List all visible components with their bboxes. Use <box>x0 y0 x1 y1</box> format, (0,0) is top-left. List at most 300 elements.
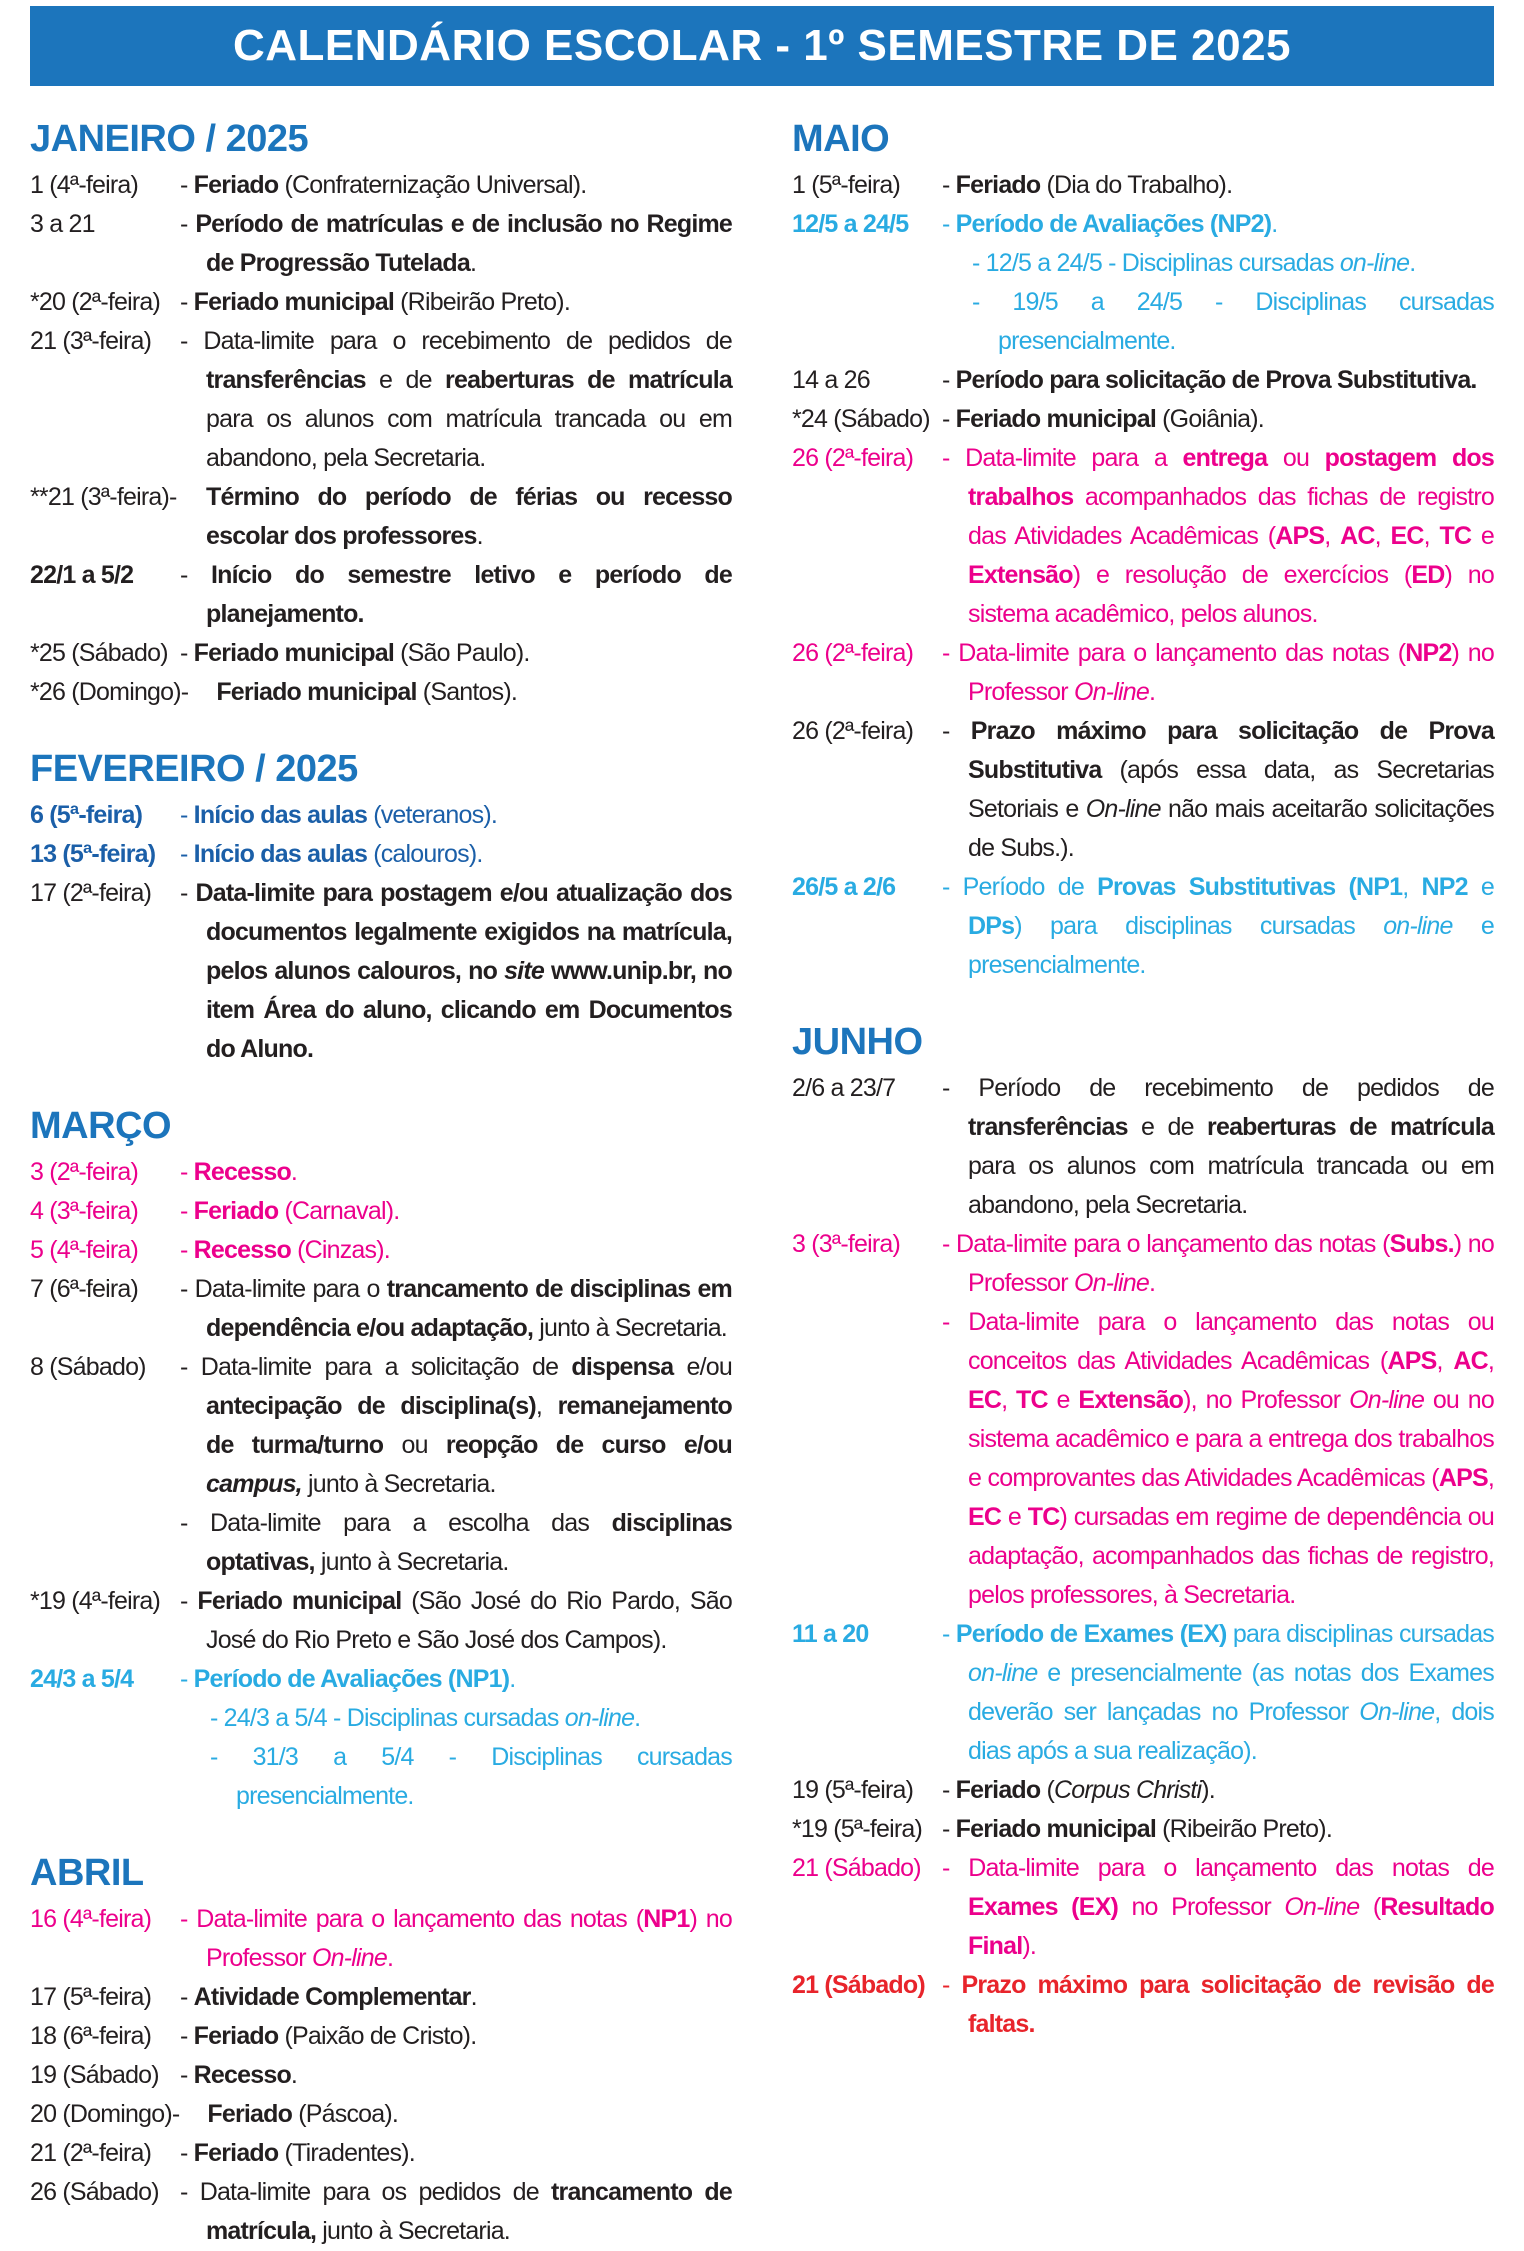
text-segment: On-line <box>1359 1698 1435 1726</box>
text-segment: (Goiânia). <box>1156 405 1264 433</box>
calendar-entry <box>30 874 732 1069</box>
text-segment: ). <box>1022 1932 1037 1960</box>
text-segment: EC <box>1390 522 1424 550</box>
text-segment: . <box>386 1944 394 1972</box>
calendar-entry <box>30 205 732 283</box>
text-segment: - <box>180 1983 194 2011</box>
text-segment: - Data-limite para os pedidos de <box>180 2178 551 2206</box>
entry-description <box>180 2134 732 2173</box>
entry-description <box>942 205 1494 244</box>
entry-date: 13 (5ª-feira) <box>30 840 156 868</box>
text-segment: - Data-limite para a <box>942 444 1183 472</box>
calendar-entry <box>792 1966 1494 2044</box>
text-segment: On-line <box>1284 1893 1360 1921</box>
text-segment: para disciplinas cursadas <box>1226 1620 1495 1648</box>
text-segment: ou <box>1267 444 1325 472</box>
entry-description <box>942 1810 1494 1849</box>
text-segment: On-line <box>1349 1386 1425 1414</box>
calendar-entry <box>792 1069 1494 1225</box>
text-segment: postagem dos trabalhos <box>968 444 1494 511</box>
text-segment: no Professor <box>1117 1893 1285 1921</box>
entry-date: 21 (3ª-feira) <box>30 327 152 355</box>
entry-description <box>180 1900 732 1978</box>
entry-description <box>942 868 1494 985</box>
text-segment: ( <box>1359 1893 1381 1921</box>
entry-date: *19 (4ª-feira) <box>30 1587 161 1615</box>
text-segment: - <box>942 1815 956 1843</box>
entry-date: 16 (4ª-feira) <box>30 1905 152 1933</box>
text-segment: - Data-limite para o lançamento das notas ( <box>942 639 1406 667</box>
entry-description <box>942 244 1494 283</box>
text-segment: Extensão <box>968 561 1073 589</box>
entry-description <box>942 1966 1494 2044</box>
calendar-entry <box>30 1738 732 1816</box>
calendar-entry <box>30 796 732 835</box>
entry-date: 14 a 26 <box>792 366 870 394</box>
entry-date: 22/1 a 5/2 <box>30 561 134 589</box>
text-segment: , <box>1402 873 1422 901</box>
calendar-entry <box>30 478 732 556</box>
entry-date: *25 (Sábado) <box>30 639 168 667</box>
text-segment: Período de Exames (EX) <box>955 1620 1227 1648</box>
entry-date: 26 (2ª-feira) <box>792 639 914 667</box>
text-segment: - <box>180 210 196 238</box>
text-segment: e <box>1471 522 1494 550</box>
text-segment: - Data-limite para o lançamento das notas ou conceitos das Atividades Acadêmicas ( <box>942 1308 1494 1375</box>
entry-description <box>942 1615 1494 1771</box>
text-segment: Início das aulas <box>193 840 368 868</box>
entry-description <box>180 1582 732 1660</box>
text-segment: , <box>1001 1386 1017 1414</box>
calendar-entry <box>30 1153 732 1192</box>
entry-date: 26 (2ª-feira) <box>792 444 914 472</box>
entry-description <box>942 1771 1494 1810</box>
text-segment: acompanhados das fichas de registro das Atividades Acadêmicas ( <box>968 483 1494 550</box>
text-segment: e presencialmente. <box>968 912 1494 979</box>
entry-description <box>180 796 732 835</box>
text-segment: - <box>180 1665 194 1693</box>
text-segment: - <box>942 1776 956 1804</box>
text-segment: APS <box>1387 1347 1437 1375</box>
text-segment: NP1 <box>643 1905 690 1933</box>
text-segment: - <box>180 639 194 667</box>
month-section-junho <box>792 1019 1494 2044</box>
entry-date: 7 (6ª-feira) <box>30 1275 139 1303</box>
text-segment: Extensão <box>1078 1386 1184 1414</box>
calendar-entry <box>792 1615 1494 1771</box>
text-segment: site <box>504 957 544 985</box>
text-segment: Feriado <box>207 2100 293 2128</box>
text-segment: . <box>469 249 477 277</box>
month-section-mar-o <box>30 1103 732 1816</box>
entry-description <box>180 1738 732 1816</box>
text-segment: (São José do Rio Pardo, São José do Rio Preto e São José dos Campos). <box>206 1587 732 1654</box>
month-name: ABRIL <box>30 1852 144 1894</box>
text-segment: ( <box>1040 1776 1055 1804</box>
calendar-entry <box>30 1192 732 1231</box>
entry-description <box>942 1225 1494 1303</box>
text-segment: (Carnaval). <box>278 1197 400 1225</box>
entry-description <box>180 283 732 322</box>
text-segment: Feriado <box>193 171 279 199</box>
text-segment: - <box>942 717 971 745</box>
text-segment: ED <box>1411 561 1445 589</box>
text-segment: (veteranos). <box>367 801 497 829</box>
title-banner <box>30 6 1494 86</box>
text-segment: ) para disciplinas cursadas <box>1014 912 1384 940</box>
text-segment: Resultado Final <box>968 1893 1494 1960</box>
text-segment: (Páscoa). <box>292 2100 399 2128</box>
entry-date: 3 (3ª-feira) <box>792 1230 901 1258</box>
text-segment: - Data-limite para o lançamento das notas ( <box>942 1230 1390 1258</box>
text-segment: , <box>1436 1347 1454 1375</box>
calendar-entry <box>792 868 1494 985</box>
text-segment: e de <box>1127 1113 1208 1141</box>
text-segment: www.unip.br, no item Área do aluno, clicando em Documentos do Aluno. <box>206 957 732 1063</box>
calendar-entry <box>30 1504 732 1582</box>
calendar-entry <box>30 1231 732 1270</box>
text-segment: - Data-limite para o <box>180 1275 387 1303</box>
calendar-entry <box>792 1225 1494 1303</box>
text-segment: - <box>942 1971 962 1999</box>
text-segment: e de <box>365 366 446 394</box>
text-segment: e <box>1001 1503 1028 1531</box>
text-segment: Atividade Complementar <box>193 1983 471 2011</box>
text-segment: - <box>180 801 194 829</box>
entry-description <box>180 634 732 673</box>
page-title: CALENDÁRIO ESCOLAR - 1º SEMESTRE DE 2025 <box>232 21 1292 70</box>
entry-date: 2/6 a 23/7 <box>792 1074 896 1102</box>
entry-date: 26 (2ª-feira) <box>792 717 914 745</box>
text-segment: junto à Secretaria. <box>533 1314 727 1342</box>
entry-description <box>180 835 732 874</box>
entry-date: 3 (2ª-feira) <box>30 1158 139 1186</box>
text-segment: Feriado <box>193 1197 279 1225</box>
text-segment: não mais aceitarão solicitações de Subs.). <box>968 795 1495 862</box>
entry-description <box>180 205 732 283</box>
text-segment: - Data-limite para a solicitação de <box>180 1353 572 1381</box>
calendar-entry <box>30 1348 732 1504</box>
text-segment: - <box>942 1620 956 1648</box>
text-segment: Prazo máximo para solicitação de Prova Substitutiva <box>968 717 1494 784</box>
text-segment: TC <box>1016 1386 1048 1414</box>
text-segment: dispensa <box>571 1353 674 1381</box>
text-segment: - <box>180 171 194 199</box>
text-segment: antecipação de disciplina(s) <box>206 1392 536 1420</box>
entry-date: 11 a 20 <box>792 1620 869 1648</box>
text-segment: ) cursadas em regime de dependência ou adaptação, acompanhados das fichas de registro, pelos professores, à Secretaria. <box>968 1503 1494 1609</box>
text-segment: (Ribeirão Preto). <box>1156 1815 1332 1843</box>
text-segment: on-line <box>564 1704 635 1732</box>
entry-description <box>180 1660 732 1699</box>
text-segment: campus, <box>206 1470 302 1498</box>
calendar-entry <box>30 2095 732 2134</box>
entry-description <box>180 1348 732 1504</box>
entry-description <box>180 322 732 478</box>
text-segment: junto à Secretaria. <box>316 2217 510 2245</box>
calendar-entry <box>30 2173 732 2251</box>
entry-date: 5 (4ª-feira) <box>30 1236 139 1264</box>
text-segment: Corpus Christi <box>1054 1776 1202 1804</box>
text-segment: reopção de curso e/ou <box>445 1431 733 1459</box>
text-segment: - <box>180 840 194 868</box>
text-segment: - <box>942 366 956 394</box>
entry-description <box>942 634 1494 712</box>
text-segment: . <box>290 2061 298 2089</box>
entry-description <box>180 1153 732 1192</box>
text-segment: reaberturas de matrícula <box>445 366 732 394</box>
text-segment: - 19/5 a 24/5 - Disciplinas cursadas presencialmente. <box>972 288 1494 355</box>
text-segment: - Período de <box>942 873 1098 901</box>
calendar-entry <box>792 439 1494 634</box>
text-segment: Período para solicitação de Prova Substitutiva. <box>955 366 1477 394</box>
text-segment: e/ou <box>673 1353 732 1381</box>
text-segment: NP2 <box>1421 873 1468 901</box>
text-segment: (Ribeirão Preto). <box>394 288 570 316</box>
text-segment: . <box>509 1665 516 1693</box>
calendar-entry <box>792 361 1494 400</box>
entry-description <box>942 712 1494 868</box>
entry-description <box>942 166 1494 205</box>
month-section-maio <box>792 116 1494 985</box>
text-segment: e <box>1467 873 1494 901</box>
text-segment: - <box>180 2139 194 2167</box>
text-segment: trancamento de disciplinas em dependência e/ou adaptação, <box>206 1275 732 1342</box>
month-section-fevereiro-2025 <box>30 746 732 1069</box>
entry-description <box>180 2173 732 2251</box>
entry-description <box>180 1699 732 1738</box>
calendar-entry <box>792 1303 1494 1615</box>
entry-description <box>942 361 1494 400</box>
text-segment: TC <box>1439 522 1472 550</box>
text-segment: - 31/3 a 5/4 - Disciplinas cursadas presencialmente. <box>210 1743 732 1810</box>
text-segment: - <box>180 2022 194 2050</box>
text-segment: ou no sistema acadêmico e para a entrega dos trabalhos e comprovantes das Atividades Acadêmicas ( <box>968 1386 1494 1492</box>
month-name: MARÇO <box>30 1105 172 1147</box>
text-segment: ). <box>1201 1776 1215 1804</box>
text-segment: - Data-limite para a escolha das <box>180 1509 612 1537</box>
text-segment: - Período de recebimento de pedidos de <box>942 1074 1494 1102</box>
text-segment: NP2 <box>1405 639 1452 667</box>
text-segment: ) no sistema acadêmico, pelos alunos. <box>968 561 1494 628</box>
text-segment: Feriado <box>955 1776 1041 1804</box>
entry-description <box>942 400 1494 439</box>
text-segment: Período de Avaliações (NP1) <box>193 1665 510 1693</box>
text-segment: Período de matrículas e de inclusão no Regime de Progressão Tutelada <box>195 210 732 277</box>
text-segment: (Paixão de Cristo). <box>278 2022 477 2050</box>
entry-description <box>180 1978 732 2017</box>
calendar-entry <box>792 166 1494 205</box>
calendar-entry <box>30 1699 732 1738</box>
text-segment: AC <box>1453 1347 1488 1375</box>
entry-description <box>942 1069 1494 1225</box>
text-segment: Feriado <box>955 171 1041 199</box>
text-segment: DPs <box>968 912 1015 940</box>
text-segment: disciplinas optativas, <box>206 1509 732 1576</box>
text-segment: - <box>180 1236 194 1264</box>
text-segment: (Santos). <box>416 678 518 706</box>
text-segment: Feriado municipal <box>955 1815 1157 1843</box>
text-segment: Início do semestre letivo e período de planejamento. <box>206 561 732 628</box>
calendar-entry <box>792 244 1494 283</box>
calendar-entry <box>792 1771 1494 1810</box>
entry-date: 4 (3ª-feira) <box>30 1197 139 1225</box>
text-segment: - Data-limite para o lançamento das notas de <box>942 1854 1494 1882</box>
text-segment: Feriado <box>193 2022 279 2050</box>
entry-date: 3 a 21 <box>30 210 95 238</box>
calendar-entry <box>30 283 732 322</box>
text-segment: On-line <box>1073 678 1149 706</box>
text-segment: . <box>1271 210 1278 238</box>
text-segment: , <box>1324 522 1341 550</box>
entry-date: 17 (2ª-feira) <box>30 879 152 907</box>
text-segment: APS <box>1275 522 1325 550</box>
calendar-entry <box>30 673 732 712</box>
month-name: JANEIRO / 2025 <box>30 118 309 160</box>
text-segment: On-line <box>311 1944 387 1972</box>
text-segment: Recesso <box>193 1236 291 1264</box>
text-segment: TC <box>1027 1503 1060 1531</box>
text-segment: On-line <box>1085 795 1161 823</box>
entry-description <box>190 673 732 712</box>
calendar-entry <box>792 712 1494 868</box>
entry-description <box>180 1231 732 1270</box>
entry-description <box>180 1192 732 1231</box>
calendar-entry <box>792 205 1494 244</box>
text-segment: On-line <box>1073 1269 1149 1297</box>
entry-date: 18 (6ª-feira) <box>30 2022 152 2050</box>
text-segment: Data-limite para postagem e/ou atualização dos documentos legalmente exigidos na matrícula, pelos alunos calouros, no <box>195 879 733 985</box>
text-segment: ou <box>383 1431 446 1459</box>
entry-description <box>180 874 732 1069</box>
entry-date: 26 (Sábado) <box>30 2178 159 2206</box>
text-segment: , <box>1487 1347 1494 1375</box>
text-segment: Exames (EX) <box>968 1893 1118 1921</box>
text-segment: transferências <box>968 1113 1128 1141</box>
text-segment: - <box>180 1158 194 1186</box>
text-segment: (calouros). <box>367 840 483 868</box>
calendar-entry <box>30 166 732 205</box>
left-column <box>30 106 732 2251</box>
entry-description <box>942 1849 1494 1966</box>
entry-description <box>180 166 732 205</box>
entry-date: **21 (3ª-feira)- <box>30 483 177 511</box>
text-segment: AC <box>1340 522 1375 550</box>
entry-description <box>180 2056 732 2095</box>
text-segment: . <box>1148 1269 1156 1297</box>
entry-date: 6 (5ª-feira) <box>30 801 143 829</box>
text-segment: Feriado municipal <box>193 288 395 316</box>
calendar-entry <box>30 2056 732 2095</box>
entry-description <box>180 1270 732 1348</box>
text-segment: e presencialmente (as notas dos Exames deverão ser lançadas no Professor <box>968 1659 1494 1726</box>
entry-date: 21 (2ª-feira) <box>30 2139 152 2167</box>
calendar-entry <box>30 1900 732 1978</box>
entry-date: 1 (5ª-feira) <box>792 171 901 199</box>
text-segment: Feriado <box>193 2139 279 2167</box>
text-segment: - 12/5 a 24/5 - Disciplinas cursadas <box>972 249 1340 277</box>
entry-description <box>181 2095 732 2134</box>
text-segment: (Tiradentes). <box>278 2139 415 2167</box>
calendar-entry <box>792 1849 1494 1966</box>
entry-date: 1 (4ª-feira) <box>30 171 139 199</box>
entry-description <box>180 2017 732 2056</box>
entry-date: *20 (2ª-feira) <box>30 288 161 316</box>
entry-description <box>180 1504 732 1582</box>
text-segment: APS <box>1438 1464 1488 1492</box>
text-segment: , <box>1374 522 1391 550</box>
entry-description <box>942 283 1494 361</box>
text-segment: - <box>942 210 956 238</box>
calendar-entry <box>30 835 732 874</box>
entry-date: *26 (Domingo)- <box>30 678 189 706</box>
text-segment: - Data-limite para o lançamento das notas ( <box>180 1905 644 1933</box>
text-segment: Término do período de férias ou recesso escolar dos professores <box>206 483 732 550</box>
text-segment: (São Paulo). <box>394 639 530 667</box>
month-name: JUNHO <box>792 1021 923 1063</box>
text-segment: entrega <box>1182 444 1268 472</box>
entry-date: 8 (Sábado) <box>30 1353 146 1381</box>
calendar-entry <box>792 400 1494 439</box>
text-segment: Recesso <box>193 2061 291 2089</box>
calendar-entry <box>792 634 1494 712</box>
text-segment: - <box>942 171 956 199</box>
text-segment: Prazo máximo para solicitação de revisão de faltas. <box>961 1971 1495 2038</box>
month-section-janeiro-2025 <box>30 116 732 712</box>
entry-date: 21 (Sábado) <box>792 1971 925 1999</box>
entry-date: 17 (5ª-feira) <box>30 1983 152 2011</box>
text-segment: - <box>180 288 194 316</box>
text-segment: , <box>1487 1464 1494 1492</box>
text-segment: (após essa data, as Secretarias Setoriais e <box>968 756 1494 823</box>
calendar-entry <box>30 556 732 634</box>
text-segment: Feriado municipal <box>197 1587 402 1615</box>
text-segment: Período de Avaliações (NP2) <box>955 210 1272 238</box>
text-segment: , <box>1423 522 1440 550</box>
text-segment: Início das aulas <box>193 801 368 829</box>
text-segment: on-line <box>968 1659 1038 1687</box>
text-segment: Subs. <box>1389 1230 1454 1258</box>
text-segment: (Dia do Trabalho). <box>1040 171 1233 199</box>
text-segment: on-line <box>1339 249 1410 277</box>
entry-description <box>942 439 1494 634</box>
calendar-entry <box>792 283 1494 361</box>
entry-date: 19 (Sábado) <box>30 2061 159 2089</box>
calendar-entry <box>30 1978 732 2017</box>
month-section-abril <box>30 1850 732 2251</box>
text-segment: trancamento de matrícula, <box>206 2178 732 2245</box>
text-segment: (Cinzas). <box>290 1236 390 1264</box>
text-segment: on-line <box>1383 912 1453 940</box>
text-segment: - 24/3 a 5/4 - Disciplinas cursadas <box>210 1704 565 1732</box>
text-segment: EC <box>968 1503 1002 1531</box>
text-segment: - <box>180 879 196 907</box>
entry-date: 19 (5ª-feira) <box>792 1776 914 1804</box>
calendar-entry <box>30 2017 732 2056</box>
text-segment: para os alunos com matrícula trancada ou em abandono, pela Secretaria. <box>968 1152 1494 1219</box>
text-segment: junto à Secretaria. <box>301 1470 496 1498</box>
calendar-entry <box>30 1582 732 1660</box>
text-segment: , dois dias após a sua realização). <box>968 1698 1494 1765</box>
entry-date: *19 (5ª-feira) <box>792 1815 923 1843</box>
text-segment: ) e resolução de exercícios ( <box>1072 561 1412 589</box>
text-segment: - Data-limite para o recebimento de pedidos de <box>180 327 732 355</box>
entry-date: 20 (Domingo)- <box>30 2100 180 2128</box>
text-segment: . <box>290 1158 298 1186</box>
entry-date: 26/5 a 2/6 <box>792 873 896 901</box>
entry-date: *24 (Sábado) <box>792 405 930 433</box>
text-segment: . <box>1148 678 1156 706</box>
